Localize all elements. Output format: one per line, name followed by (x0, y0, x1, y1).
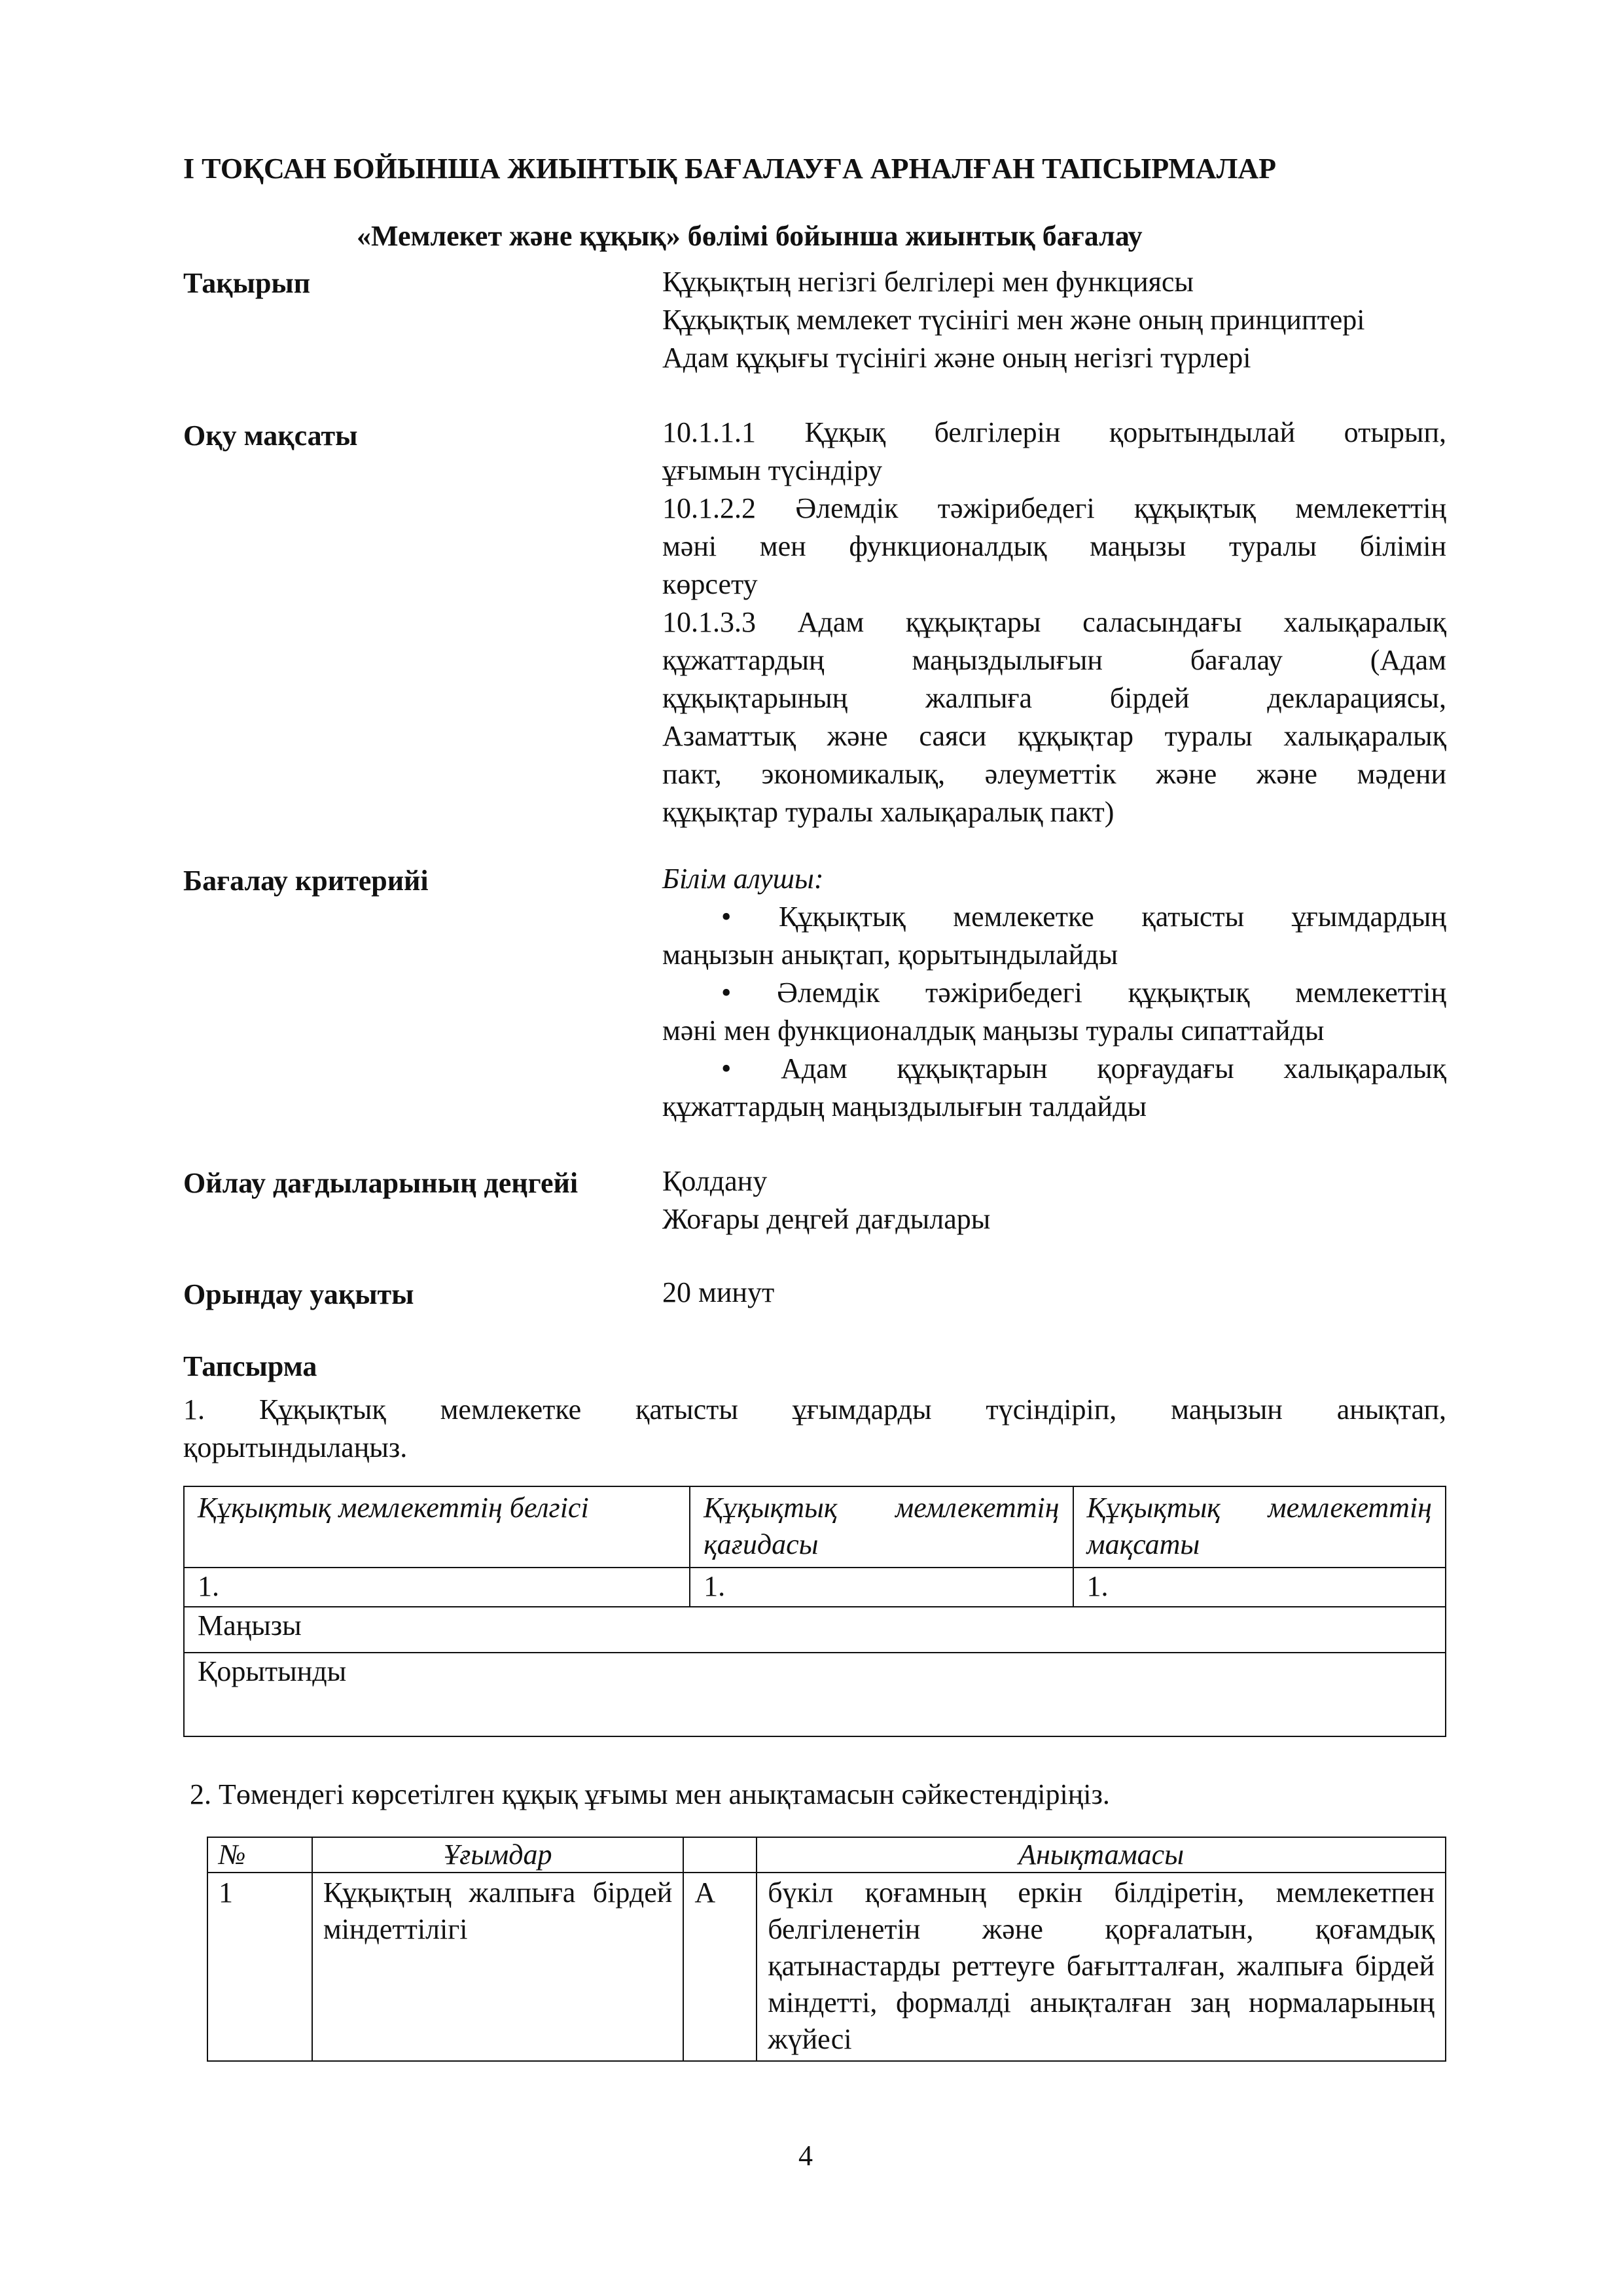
criteria-item: • Әлемдік тәжірибедегі құқықтық мемлекеттің (721, 977, 1446, 1009)
topic-label: Тақырып (183, 267, 311, 299)
importance-cell[interactable]: Маңызы (184, 1607, 1446, 1653)
objectives-line: 10.1.2.2 Әлемдік тәжірибедегі құқықтық мемлекеттің (662, 492, 1446, 524)
table-header-row (207, 1837, 1446, 1873)
task-question-1-line: қорытындылаңыз. (183, 1431, 408, 1463)
table-cell: Құқықтың жалпыға бірдей міндеттілігі (312, 1873, 683, 2061)
table-row (184, 1568, 1446, 1607)
criteria-item: • Адам құқықтарын қорғаудағы халықаралық (721, 1052, 1446, 1085)
objectives-line: көрсету (662, 568, 758, 600)
objectives-value (662, 414, 1446, 831)
page-number: 4 (798, 2140, 813, 2172)
time-value (662, 1274, 1446, 1312)
table-cell: А (683, 1873, 757, 2061)
criteria-item-continuation: маңызын анықтап, қорытындылайды (662, 939, 1118, 971)
objectives-line: 10.1.1.1 Құқық белгілерін қорытындылай отырып, (662, 416, 1446, 448)
task-question-2: 2. Төмендегі көрсетілген құқық ұғымы мен анықтамасын сәйкестендіріңіз. (190, 1778, 1110, 1810)
skills-label: Ойлау дағдыларының деңгейі (183, 1167, 579, 1199)
document-subtitle: «Мемлекет және құқық» бөлімі бойынша жиынтық бағалау (357, 220, 1143, 252)
table-header-cell: Ұғымдар (312, 1837, 683, 1873)
objectives-line: пакт, экономикалық, әлеуметтік және және мәдени (662, 758, 1446, 790)
conclusion-cell[interactable]: Қорытынды (184, 1653, 1446, 1736)
task-question-1-line: 1. Құқықтық мемлекетке қатысты ұғымдарды түсіндіріп, маңызын анықтап, (183, 1393, 1446, 1426)
criteria-item: • Құқықтық мемлекетке қатысты ұғымдардың (721, 901, 1446, 933)
objectives-line: ұғымын түсіндіру (662, 454, 883, 486)
document-title: І ТОҚСАН БОЙЫНША ЖИЫНТЫҚ БАҒАЛАУҒА АРНАЛҒАН ТАПСЫРМАЛАР (183, 152, 1277, 185)
objectives-line: мәні мен функционалдық маңызы туралы білімін (662, 530, 1446, 562)
skills-line: Жоғары деңгей дағдылары (662, 1203, 991, 1235)
criteria-item-continuation: мәні мен функционалдық маңызы туралы сипаттайды (662, 1014, 1325, 1047)
topic-line: Құқықтың негізгі белгілері мен функциясы (662, 266, 1194, 298)
topic-line: Құқықтық мемлекет түсінігі мен және оның принциптері (662, 304, 1365, 336)
table-cell[interactable]: 1. (184, 1568, 690, 1607)
table-header-row (184, 1486, 1446, 1568)
table-cell: бүкіл қоғамның еркін білдіретін, мемлекетпен белгіленетін және қорғалатын, қоғамдық қатынастарды реттеуге бағытталған, жалпыға бірдей міндетті, формалді анықталған заң нормаларының жүйесі (757, 1873, 1446, 2061)
rule-of-law-table (183, 1486, 1446, 1737)
criteria-label: Бағалау критерийі (183, 865, 429, 897)
matching-table (207, 1837, 1446, 2062)
skills-value (662, 1162, 1446, 1238)
table-cell[interactable]: 1. (690, 1568, 1073, 1607)
table-header-cell: Құқықтық мемлекеттің белгісі (184, 1486, 690, 1568)
criteria-item-continuation: құжаттардың маңыздылығын талдайды (662, 1090, 1147, 1122)
table-header-cell: Құқықтық мемлекеттің қағидасы (690, 1486, 1073, 1568)
table-row (207, 1873, 1446, 2061)
table-cell[interactable]: 1. (1073, 1568, 1446, 1607)
time-label: Орындау уақыты (183, 1278, 414, 1310)
table-row (184, 1653, 1446, 1736)
topic-value (662, 263, 1446, 377)
table-header-cell: Анықтамасы (757, 1837, 1446, 1873)
objectives-line: құжаттардың маңыздылығын бағалау (Адам (662, 644, 1446, 676)
criteria-value (662, 860, 1446, 1126)
table-header-cell: № (207, 1837, 312, 1873)
topic-line: Адам құқығы түсінігі және оның негізгі түрлері (662, 342, 1251, 374)
task-heading: Тапсырма (183, 1350, 317, 1382)
table-header-cell (683, 1837, 757, 1873)
objectives-line: құқықтарының жалпыға бірдей декларациясы, (662, 682, 1446, 714)
time-value-text: 20 минут (662, 1276, 775, 1308)
objectives-line: Азаматтық және саяси құқықтар туралы халықаралық (662, 720, 1446, 752)
objectives-line: 10.1.3.3 Адам құқықтары саласындағы халықаралық (662, 606, 1446, 638)
objectives-line: құқықтар туралы халықаралық пакт) (662, 796, 1115, 828)
objectives-label: Оқу мақсаты (183, 420, 358, 452)
table-header-cell: Құқықтық мемлекеттің мақсаты (1073, 1486, 1446, 1568)
skills-line: Қолдану (662, 1165, 768, 1197)
task-question-1 (183, 1391, 1446, 1467)
table-row (184, 1607, 1446, 1653)
table-cell: 1 (207, 1873, 312, 2061)
criteria-intro: Білім алушы: (662, 863, 824, 895)
